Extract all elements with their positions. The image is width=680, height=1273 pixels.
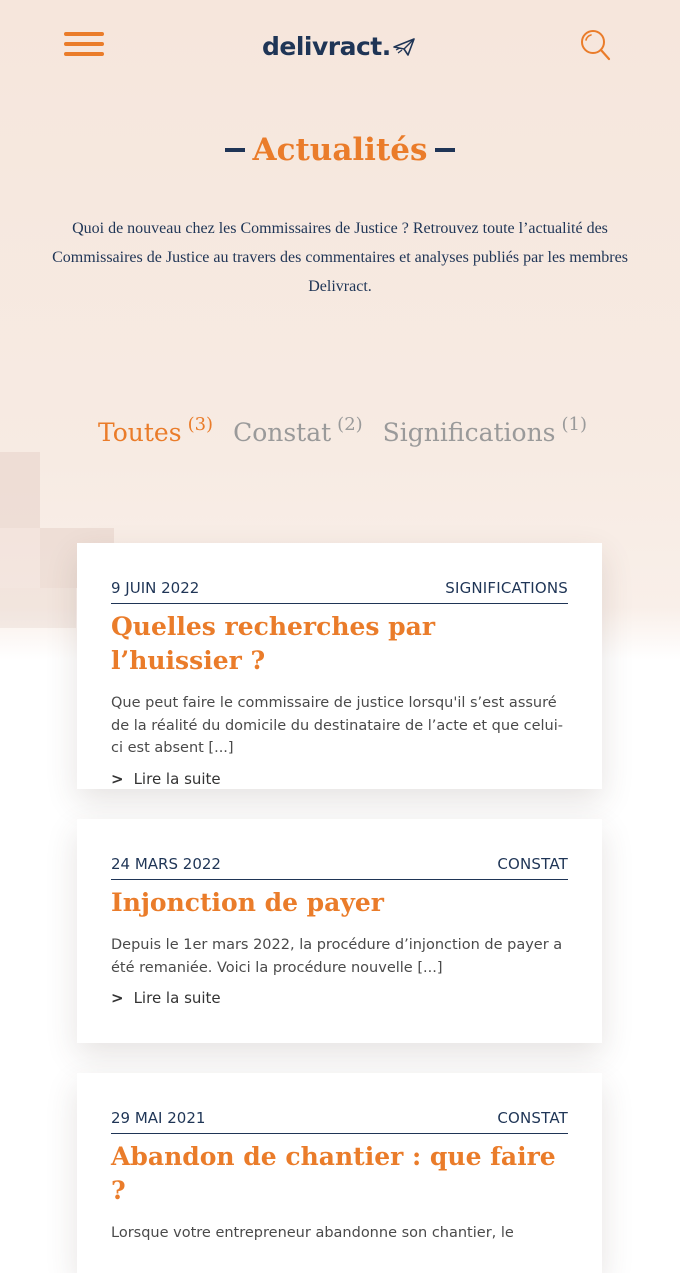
- article-meta: [111, 855, 568, 880]
- filter-label: Toutes: [98, 418, 182, 447]
- decorative-square: [0, 528, 40, 588]
- title-dash-left: [225, 148, 245, 152]
- article-excerpt: Que peut faire le commissaire de justice lorsqu'il s’est assuré de la réalité du domicile du destinataire de l’acte et que celui-ci est absent [...]: [111, 695, 563, 756]
- site-header: [0, 0, 680, 90]
- article-excerpt: Depuis le 1er mars 2022, la procédure d’injonction de payer a été remaniée. Voici la procédure nouvelle [...]: [111, 937, 563, 976]
- hamburger-menu-icon[interactable]: [64, 30, 104, 60]
- article-card[interactable]: [77, 1073, 602, 1273]
- chevron-right-icon: >: [111, 769, 124, 788]
- category-filters: [98, 410, 638, 456]
- article-date: 24 MARS 2022: [111, 855, 221, 873]
- article-card[interactable]: [77, 819, 602, 1043]
- filter-label: Constat: [233, 418, 332, 447]
- filter-toutes[interactable]: [98, 410, 213, 456]
- read-more-label: Lire la suite: [133, 989, 221, 1007]
- article-title[interactable]: Injonction de payer: [111, 888, 384, 917]
- read-more-label: Lire la suite: [133, 769, 221, 788]
- article-title[interactable]: Quelles recherches par l’huissier ?: [111, 612, 436, 675]
- filter-count: (2): [337, 414, 363, 435]
- article-meta: [111, 579, 568, 604]
- search-icon[interactable]: [578, 28, 612, 62]
- page-title-text: Actualités: [252, 132, 428, 168]
- paper-plane-icon: [393, 38, 415, 56]
- page-intro: Quoi de nouveau chez les Commissaires de Justice ? Retrouvez toute l’actualité des Commissaires de Justice au travers des commentaires et analyses publiés par les membres Delivract.: [52, 220, 628, 295]
- filter-label: Significations: [382, 418, 556, 447]
- page-title: [0, 132, 680, 168]
- filter-significations[interactable]: [383, 410, 587, 456]
- article-meta: [111, 1109, 568, 1134]
- logo-text: delivract.: [262, 31, 391, 61]
- title-dash-right: [435, 148, 455, 152]
- filter-count: (1): [561, 414, 587, 435]
- filter-constat[interactable]: [233, 410, 363, 456]
- article-card[interactable]: [77, 543, 602, 789]
- article-category[interactable]: CONSTAT: [497, 1109, 568, 1127]
- read-more-link[interactable]: [111, 770, 221, 788]
- article-title[interactable]: Abandon de chantier : que faire ?: [111, 1142, 556, 1205]
- chevron-right-icon: >: [111, 989, 124, 1007]
- filter-count: (3): [187, 414, 214, 435]
- site-logo[interactable]: [262, 28, 415, 64]
- read-more-link[interactable]: [111, 989, 221, 1007]
- article-category[interactable]: SIGNIFICATIONS: [445, 579, 568, 597]
- article-excerpt: Lorsque votre entrepreneur abandonne son chantier, le: [111, 1225, 514, 1241]
- decorative-square: [0, 588, 76, 628]
- article-date: 29 MAI 2021: [111, 1109, 206, 1127]
- decorative-square: [0, 452, 40, 528]
- article-date: 9 JUIN 2022: [111, 579, 200, 597]
- article-category[interactable]: CONSTAT: [497, 855, 568, 873]
